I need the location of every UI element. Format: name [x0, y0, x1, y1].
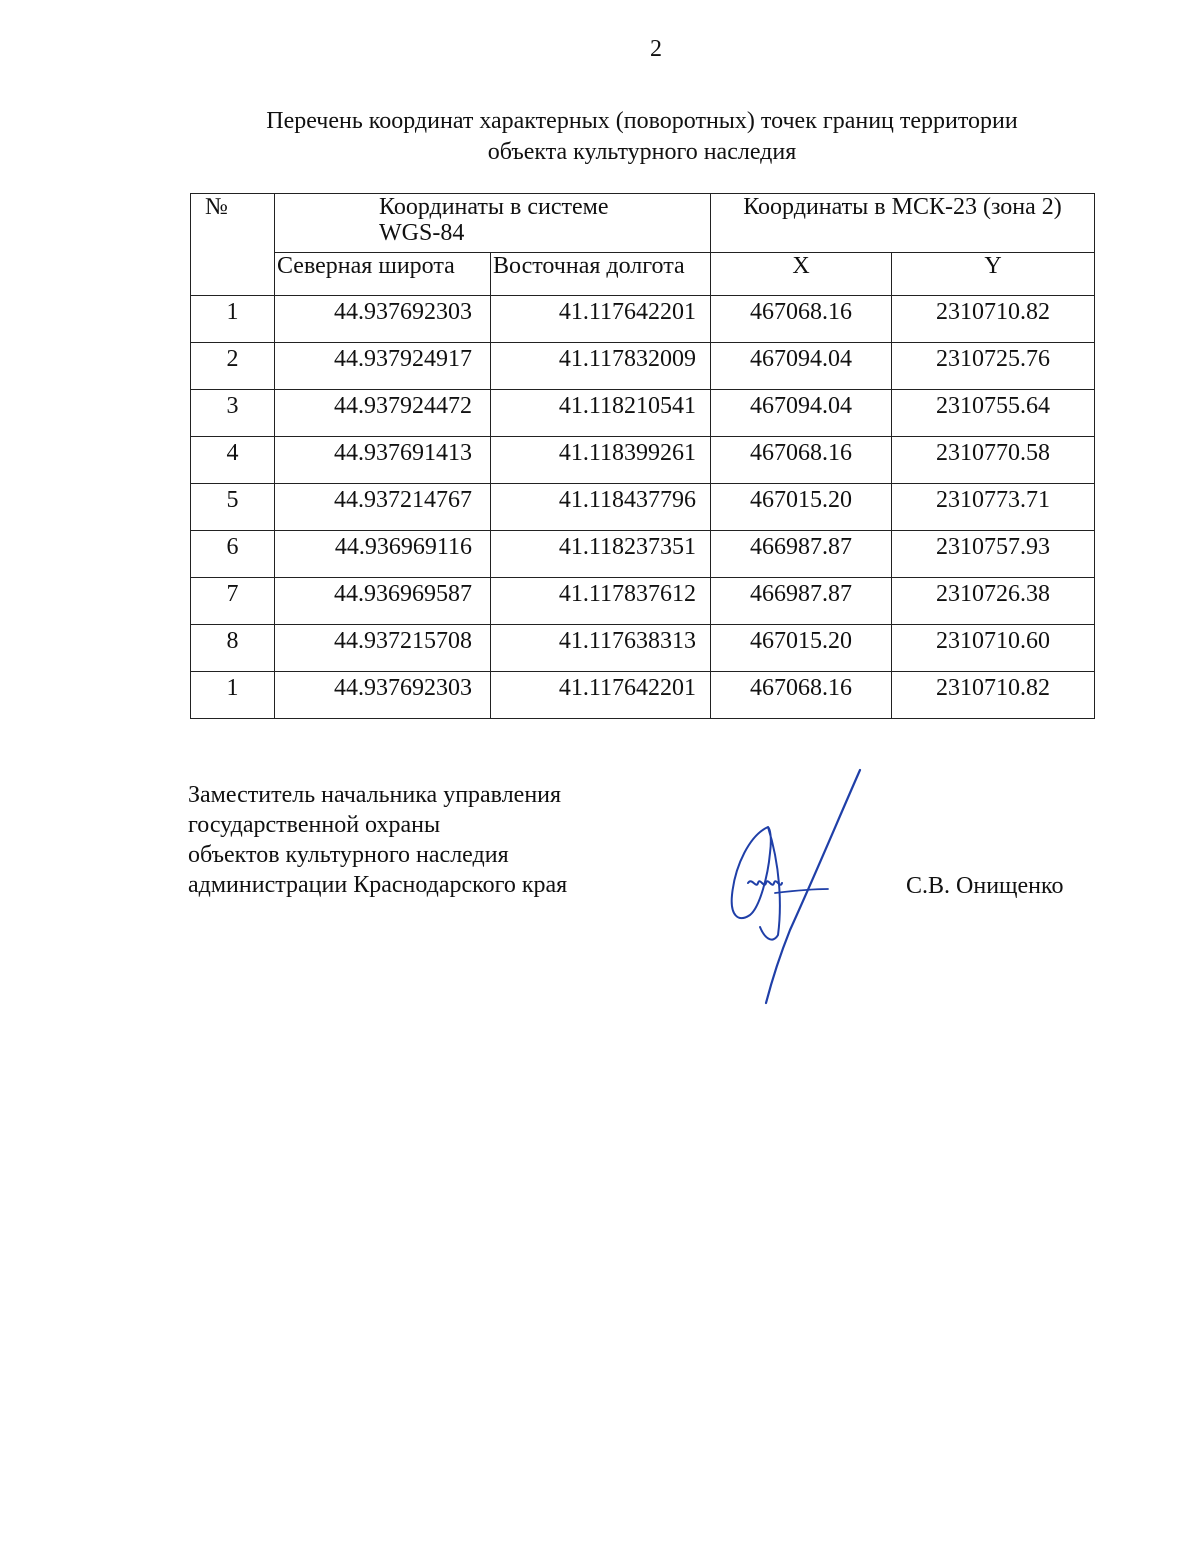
header-x: X: [711, 253, 892, 296]
document-title: [190, 106, 1094, 168]
cell-x: 467015.20: [711, 484, 892, 531]
cell-latitude: 44.937691413: [275, 437, 491, 484]
table-row: [191, 484, 1095, 531]
cell-longitude: 41.118237351: [491, 531, 711, 578]
cell-longitude: 41.118437796: [491, 484, 711, 531]
signer-position-line-2: государственной охраны: [188, 812, 441, 838]
cell-y: 2310773.71: [892, 484, 1095, 531]
cell-number: 7: [191, 578, 275, 625]
cell-x: 467068.16: [711, 437, 892, 484]
signer-position-line-1: Заместитель начальника управления: [188, 782, 562, 808]
signer-position: [188, 780, 567, 900]
header-number: №: [191, 194, 275, 296]
cell-y: 2310726.38: [892, 578, 1095, 625]
cell-y: 2310755.64: [892, 390, 1095, 437]
cell-latitude: 44.936969116: [275, 531, 491, 578]
table-row: [191, 390, 1095, 437]
cell-x: 467015.20: [711, 625, 892, 672]
table-row: [191, 578, 1095, 625]
cell-y: 2310770.58: [892, 437, 1095, 484]
title-line-1: Перечень координат характерных (поворотных) точек границ территории: [266, 108, 1018, 134]
table-row: [191, 672, 1095, 719]
cell-number: 5: [191, 484, 275, 531]
cell-y: 2310725.76: [892, 343, 1095, 390]
cell-latitude: 44.937692303: [275, 672, 491, 719]
signer-position-line-3: объектов культурного наследия: [188, 842, 509, 868]
cell-x: 466987.87: [711, 531, 892, 578]
cell-latitude: 44.937924917: [275, 343, 491, 390]
cell-longitude: 41.118210541: [491, 390, 711, 437]
cell-longitude: 41.117837612: [491, 578, 711, 625]
cell-x: 467068.16: [711, 296, 892, 343]
header-latitude: Северная широта: [275, 253, 491, 296]
cell-number: 1: [191, 672, 275, 719]
cell-number: 8: [191, 625, 275, 672]
header-wgs84-line-2: WGS-84: [379, 220, 465, 246]
signer-position-line-4: администрации Краснодарского края: [188, 872, 568, 898]
signature-stroke-loop: [732, 827, 780, 940]
cell-number: 1: [191, 296, 275, 343]
cell-x: 466987.87: [711, 578, 892, 625]
coordinates-table: [190, 193, 1095, 719]
cell-number: 3: [191, 390, 275, 437]
cell-number: 4: [191, 437, 275, 484]
cell-y: 2310710.82: [892, 672, 1095, 719]
title-line-2: объекта культурного наследия: [487, 139, 797, 165]
table-row: [191, 296, 1095, 343]
header-msk23: Координаты в МСК-23 (зона 2): [711, 194, 1095, 253]
cell-x: 467094.04: [711, 343, 892, 390]
signature-stroke-cross: [775, 889, 828, 893]
cell-longitude: 41.118399261: [491, 437, 711, 484]
cell-latitude: 44.937692303: [275, 296, 491, 343]
cell-latitude: 44.937215708: [275, 625, 491, 672]
cell-y: 2310757.93: [892, 531, 1095, 578]
cell-x: 467094.04: [711, 390, 892, 437]
cell-longitude: 41.117638313: [491, 625, 711, 672]
table-row: [191, 343, 1095, 390]
cell-y: 2310710.82: [892, 296, 1095, 343]
cell-number: 6: [191, 531, 275, 578]
cell-latitude: 44.936969587: [275, 578, 491, 625]
header-y: Y: [892, 253, 1095, 296]
header-wgs84-line-1: Координаты в системе: [379, 194, 609, 220]
cell-x: 467068.16: [711, 672, 892, 719]
cell-latitude: 44.937924472: [275, 390, 491, 437]
signer-name: С.В. Онищенко: [906, 873, 1064, 899]
table-row: [191, 437, 1095, 484]
page-number: 2: [650, 36, 662, 62]
cell-latitude: 44.937214767: [275, 484, 491, 531]
cell-longitude: 41.117642201: [491, 296, 711, 343]
table-row: [191, 625, 1095, 672]
cell-y: 2310710.60: [892, 625, 1095, 672]
cell-number: 2: [191, 343, 275, 390]
handwritten-signature: [720, 765, 870, 1005]
header-wgs84: [275, 194, 711, 253]
table-row: [191, 531, 1095, 578]
header-longitude: Восточная долгота: [491, 253, 711, 296]
cell-longitude: 41.117642201: [491, 672, 711, 719]
cell-longitude: 41.117832009: [491, 343, 711, 390]
